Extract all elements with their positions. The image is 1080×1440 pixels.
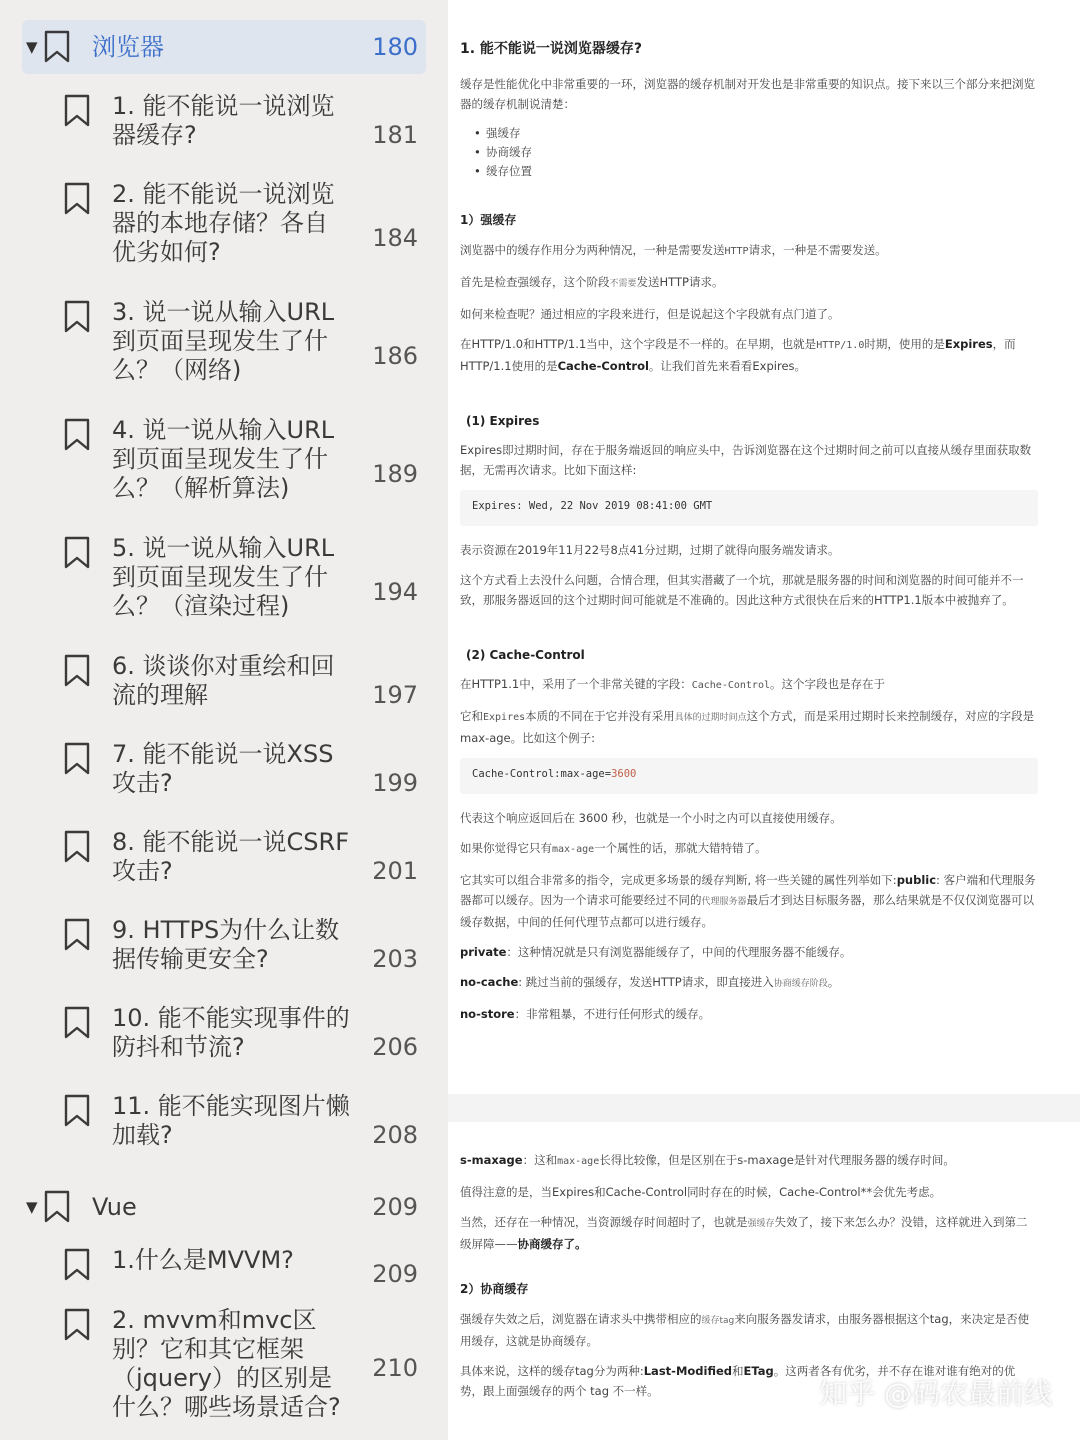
paragraph: 如何来检查呢？通过相应的字段来进行，但是说起这个字段就有点门道了。 [460, 307, 840, 321]
bookmark-page-number: 209 [372, 1260, 418, 1288]
bookmark-icon [64, 536, 90, 570]
bookmark-icon [64, 654, 90, 688]
paragraph: 表示资源在2019年11月22号8点41分过期，过期了就得向服务端发请求。 [460, 543, 840, 557]
bookmark-icon [64, 918, 90, 952]
bookmark-title: 5. 说一说从输入URL到页面呈现发生了什么？（渲染过程) [112, 534, 335, 620]
paragraph: no-store：非常粗暴，不进行任何形式的缓存。 [460, 1007, 711, 1021]
bookmark-icon [64, 742, 90, 776]
bookmark-item[interactable] [64, 828, 426, 914]
bookmark-page-number: 199 [372, 769, 418, 797]
bookmark-icon [44, 1190, 70, 1224]
bookmark-title: 11. 能不能实现图片懒加载? [112, 1092, 350, 1149]
bookmark-item[interactable] [64, 1246, 426, 1302]
paragraph: 它和Expires本质的不同在于它并没有采用具体的过期时间点这个方式，而是采用过期时长来控制缓存，对应的字段是max-age。比如这个例子: [460, 709, 1035, 745]
bookmark-page-number: 208 [372, 1121, 418, 1149]
bookmark-item[interactable] [64, 416, 426, 532]
bookmark-item[interactable] [64, 1092, 426, 1178]
collapse-caret-icon[interactable]: ▼ [26, 1198, 38, 1216]
paragraph: 浏览器中的缓存作用分为两种情况，一种是需要发送HTTP请求，一种是不需要发送。 [460, 243, 887, 257]
bookmark-icon [64, 1006, 90, 1040]
paragraph: 如果你觉得它只有max-age一个属性的话，那就大错特错了。 [460, 841, 767, 855]
bookmark-icon [64, 182, 90, 216]
bookmark-item[interactable] [64, 534, 426, 650]
document-page [448, 0, 1080, 1094]
paragraph: 它其实可以组合非常多的指令，完成更多场景的缓存判断, 将一些关键的属性列举如下:public: 客户端和代理服务器都可以缓存。因为一个请求可能要经过不同的代理服务器最后才到达目标服务器，那么结果就是不仅仅浏览器可以缓存数据，中间的任何代理节点都可以进行缓存。 [460, 873, 1036, 929]
subsection-heading: (2) Cache-Control [466, 648, 585, 662]
bookmark-title: 8. 能不能说一说CSRF攻击? [112, 828, 349, 885]
bookmark-item[interactable] [64, 1306, 426, 1430]
bookmark-page-number: 180 [372, 33, 418, 61]
bookmark-title: 6. 谈谈你对重绘和回流的理解 [112, 652, 335, 709]
bookmark-icon [64, 418, 90, 452]
bookmark-title: 7. 能不能说一说XSS攻击? [112, 740, 334, 797]
bookmark-title: 2. 能不能说一说浏览器的本地存储？各自优劣如何? [112, 180, 335, 266]
bookmark-page-number: 189 [372, 460, 418, 488]
list-item: • 缓存位置 [474, 162, 1038, 181]
bookmark-icon [64, 300, 90, 334]
bookmark-page-number: 210 [372, 1354, 418, 1382]
code-block: Cache-Control:max-age=3600 [460, 758, 1038, 794]
bookmark-page-number: 197 [372, 681, 418, 709]
subsection-heading: 1）强缓存 [460, 213, 517, 227]
watermark: 知乎 @码农最前线 [819, 1377, 1052, 1410]
bookmark-page-number: 186 [372, 342, 418, 370]
collapse-caret-icon[interactable]: ▼ [26, 38, 38, 56]
paragraph: private：这种情况就是只有浏览器能缓存了，中间的代理服务器不能缓存。 [460, 945, 852, 959]
paragraph: no-cache: 跳过当前的强缓存，发送HTTP请求，即直接进入协商缓存阶段。 [460, 975, 840, 989]
document-viewer[interactable] [448, 0, 1080, 1440]
bookmark-icon [64, 1094, 90, 1128]
bookmark-page-number: 184 [372, 224, 418, 252]
bullet-list [474, 124, 1038, 181]
paragraph: 值得注意的是，当Expires和Cache-Control同时存在的时候，Cache-Control**会优先考虑。 [460, 1185, 942, 1199]
paragraph: 这个方式看上去没什么问题，合情合理，但其实潜藏了一个坑，那就是服务器的时间和浏览器的时间可能并不一致，那服务器返回的这个过期时间可能就是不准确的。因此这种方式很快在后来的HTTP1.1版本中被抛弃了。 [460, 573, 1024, 607]
paragraph: 当然，还存在一种情况，当资源缓存时间超时了，也就是强缓存失效了，接下来怎么办？没错，这样就进入到第二级屏障——协商缓存了。 [460, 1215, 1028, 1251]
bookmark-title: 10. 能不能实现事件的防抖和节流? [112, 1004, 350, 1061]
bookmark-section-vue[interactable] [22, 1180, 426, 1234]
bookmark-title: 1.什么是MVVM? [112, 1246, 294, 1274]
bookmark-item[interactable] [64, 652, 426, 738]
bookmark-icon [64, 94, 90, 128]
bookmark-title: 2. mvvm和mvc区别？它和其它框架（jquery）的区别是什么？哪些场景适合? [112, 1306, 341, 1421]
bookmark-page-number: 194 [372, 578, 418, 606]
bookmark-section-browser[interactable] [22, 20, 426, 74]
section-heading: 1. 能不能说一说浏览器缓存? [460, 41, 643, 57]
bookmark-item[interactable] [64, 180, 426, 296]
code-block: Expires: Wed, 22 Nov 2019 08:41:00 GMT [460, 490, 1038, 526]
bookmark-icon [64, 1308, 90, 1342]
bookmark-page-number: 206 [372, 1033, 418, 1061]
bookmark-item[interactable] [64, 1004, 426, 1090]
bookmark-sidebar [0, 0, 448, 1440]
bookmark-title: Vue [92, 1192, 137, 1221]
subsection-heading: 2）协商缓存 [460, 1282, 529, 1296]
paragraph: 缓存是性能优化中非常重要的一环，浏览器的缓存机制对开发也是非常重要的知识点。接下来以三个部分来把浏览器的缓存机制说清楚： [460, 77, 1035, 111]
bookmark-page-number: 201 [372, 857, 418, 885]
paragraph: 首先是检查强缓存，这个阶段不需要发送HTTP请求。 [460, 275, 724, 289]
bookmark-page-number: 181 [372, 121, 418, 149]
paragraph: 代表这个响应返回后在 3600 秒，也就是一个小时之内可以直接使用缓存。 [460, 811, 842, 825]
bookmark-item[interactable] [64, 298, 426, 414]
bookmark-item[interactable] [64, 740, 426, 826]
paragraph: 具体来说，这样的缓存tag分为两种:Last-Modified和ETag。这两者各有优劣，并不存在谁对谁有绝对的优势，跟上面强缓存的两个 tag 不一样。 [460, 1364, 1016, 1398]
subsection-heading: (1) Expires [466, 414, 540, 428]
bookmark-page-number: 203 [372, 945, 418, 973]
bookmark-icon [64, 830, 90, 864]
bookmark-title: 1. 能不能说一说浏览器缓存? [112, 92, 335, 149]
bookmark-title: 4. 说一说从输入URL到页面呈现发生了什么？（解析算法) [112, 416, 335, 502]
bookmark-icon [64, 1248, 90, 1282]
bookmark-title: 3. 说一说从输入URL到页面呈现发生了什么？（网络) [112, 298, 335, 384]
paragraph: 在HTTP1.1中，采用了一个非常关键的字段：Cache-Control。这个字段也是存在于 [460, 677, 885, 691]
paragraph: 在HTTP/1.0和HTTP/1.1当中，这个字段是不一样的。在早期，也就是HTTP/1.0时期，使用的是Expires，而HTTP/1.1使用的是Cache-Control。让我们首先来看看Expires。 [460, 337, 1016, 373]
bookmark-title: 9. HTTPS为什么让数据传输更安全? [112, 916, 340, 973]
paragraph: 强缓存失效之后，浏览器在请求头中携带相应的缓存tag来向服务器发请求，由服务器根据这个tag，来决定是否使用缓存，这就是协商缓存。 [460, 1312, 1030, 1348]
list-item: • 协商缓存 [474, 143, 1038, 162]
list-item: • 强缓存 [474, 124, 1038, 143]
paragraph: s-maxage：这和max-age长得比较像，但是区别在于s-maxage是针对代理服务器的缓存时间。 [460, 1153, 955, 1167]
paragraph: Expires即过期时间，存在于服务端返回的响应头中，告诉浏览器在这个过期时间之前可以直接从缓存里面获取数据，无需再次请求。比如下面这样: [460, 443, 1032, 477]
bookmark-icon [44, 30, 70, 64]
bookmark-item[interactable] [64, 92, 426, 178]
bookmark-title: 浏览器 [92, 32, 164, 61]
bookmark-page-number: 209 [372, 1193, 418, 1221]
bookmark-item[interactable] [64, 916, 426, 1002]
